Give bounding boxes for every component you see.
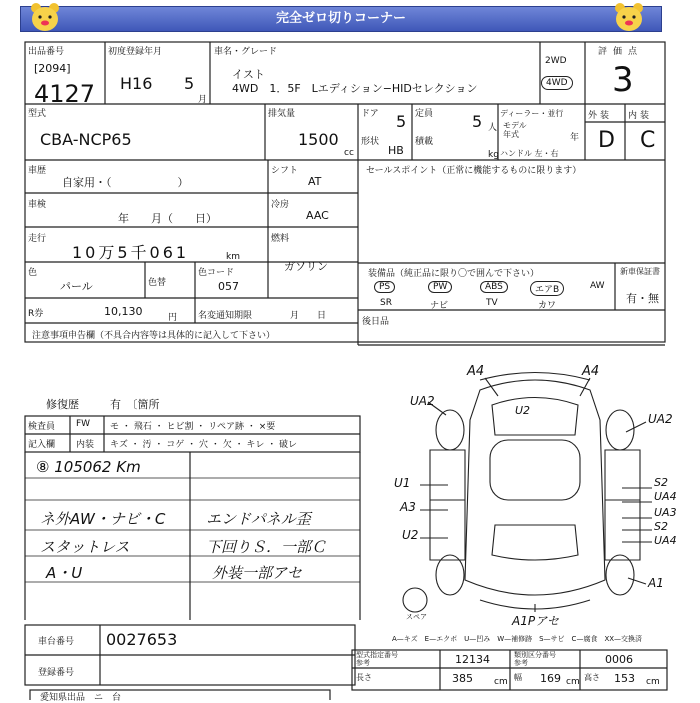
capacity-label: 定員 — [415, 109, 434, 119]
equip-ps: PS — [374, 281, 395, 293]
km-unit: km — [226, 252, 240, 262]
spec-value: 12134 — [455, 653, 490, 666]
handle-label: ハンドル 左・右 — [500, 149, 559, 158]
equip-aw: AW — [590, 281, 605, 291]
type-value: CBA-NCP65 — [40, 130, 132, 149]
displacement-value: 1500 — [298, 130, 339, 149]
model-name: イスト — [232, 68, 265, 81]
int-options: キズ ・ 汚 ・ コゲ ・ 穴 ・ 欠 ・ キレ ・ 破レ — [110, 440, 298, 450]
kg-unit: kg — [488, 150, 499, 160]
note-underside: 下回りＳ．一部Ｃ — [206, 538, 327, 556]
int-grade: C — [640, 128, 656, 153]
entry-label: 記入欄 — [28, 440, 56, 450]
name-change-value: 月 日 — [290, 311, 327, 321]
diag-a4-left: A4 — [467, 364, 485, 379]
drive-4wd: 4WD — [541, 76, 573, 90]
ac-label: 冷房 — [271, 200, 290, 210]
length-label: 長さ — [356, 673, 372, 682]
diag-ua2-left: UA2 — [410, 394, 435, 408]
spec-label: 型式指定番号 参考 — [356, 651, 398, 667]
equip-pw: PW — [428, 281, 452, 293]
length-unit: cm — [494, 677, 508, 687]
car-windshield — [492, 398, 578, 436]
chassis-value: 0027653 — [106, 630, 178, 649]
equip-abs: ABS — [480, 281, 508, 293]
fuel-value: ガソリン — [284, 260, 328, 273]
capacity-unit: 人 — [488, 123, 498, 133]
history-value: 自家用・（ ） — [62, 176, 189, 189]
type-label: 型式 — [28, 109, 47, 119]
ac-value: AAC — [306, 209, 329, 222]
car-body-outline — [465, 380, 605, 595]
history-label: 車歴 — [28, 166, 47, 176]
wheel-rear-left — [436, 555, 464, 595]
after-label: 後日品 — [362, 317, 390, 327]
reg-label: 登録番号 — [38, 668, 75, 678]
eval-score: 3 — [612, 60, 634, 100]
inspector-label: 検査員 — [28, 422, 56, 432]
repair-label: 修復歴 — [46, 398, 79, 411]
color-code-label: 色コード — [198, 268, 235, 278]
lot-number: 4127 — [34, 80, 96, 108]
diag-spare-label: スペア — [406, 613, 427, 621]
color-label: 色 — [28, 268, 38, 278]
note-exterior: 外装一部アセ — [212, 564, 302, 582]
header-title: 完全ゼロ切りコーナー — [275, 11, 406, 26]
name-change-label: 名変通知期限 — [198, 311, 253, 321]
equip-tv: TV — [486, 298, 498, 308]
diag-ua2-right: UA2 — [648, 412, 673, 426]
shape-label: 形状 — [361, 137, 380, 147]
diag-ua4-a: UA4 — [654, 490, 677, 503]
ext-grade: D — [598, 128, 615, 153]
diag-ua3: UA3 — [654, 506, 677, 519]
door-label: ドア — [361, 109, 379, 119]
diag-a3: A3 — [400, 500, 416, 514]
displacement-label: 排気量 — [268, 109, 296, 119]
diag-u2-left: U2 — [402, 528, 419, 542]
car-left-side — [430, 450, 465, 560]
diag-ua4-b: UA4 — [654, 534, 677, 547]
note-mileage: ⑧ 105062 Km — [36, 458, 141, 476]
drive-2wd: 2WD — [545, 56, 567, 66]
first-reg-label: 初度登録年月 — [108, 47, 163, 57]
note-studless: スタットレス — [40, 538, 130, 556]
fuel-label: 燃料 — [271, 234, 290, 244]
car-roof — [490, 440, 580, 500]
color-change-label: 色替 — [148, 278, 167, 288]
equip-leather: カワ — [538, 301, 557, 311]
model-year-label: モデル 年式 — [503, 121, 527, 139]
note-end-panel: エンドパネル歪 — [206, 510, 311, 528]
width-value: 169 — [540, 672, 561, 685]
new-warranty-value: 有・無 — [626, 292, 659, 305]
r-unit: 円 — [168, 313, 178, 323]
year-unit: 年 — [570, 133, 580, 143]
dealer-label: ディーラー・並行 — [500, 109, 564, 118]
mileage-label: 走行 — [28, 234, 47, 244]
diag-s2-b: S2 — [654, 520, 668, 533]
r-label: R券 — [28, 309, 44, 319]
car-right-side — [605, 450, 640, 560]
model-label: 車名・グレード — [214, 47, 278, 57]
height-label: 高さ — [584, 673, 600, 682]
door-value: 5 — [396, 112, 407, 131]
color-code-value: 057 — [218, 280, 239, 293]
diag-u1: U1 — [394, 476, 411, 490]
cc-unit: cc — [344, 148, 354, 158]
diag-s2: S2 — [654, 476, 668, 489]
shift-value: AT — [308, 175, 322, 188]
lot-label: 出品番号 — [28, 47, 65, 57]
ext-options: モ ・ 飛石 ・ ヒビ割 ・ リペア跡 ・ ×要 — [110, 422, 276, 432]
spare-tire — [403, 588, 427, 612]
width-label: 幅 — [514, 673, 522, 682]
length-value: 385 — [452, 672, 473, 685]
diag-bottom-note: A1Pアセ — [512, 614, 559, 628]
note-au: A・U — [46, 564, 83, 582]
first-reg-month: 5 — [184, 74, 195, 93]
new-warranty-label: 新車保証書 — [620, 267, 660, 276]
damage-legend: A—キズ E—エクボ U—凹み W—補修跡 S—サビ C—腐食 XX—交換済 — [392, 635, 643, 643]
class-label: 類別区分番号 参考 — [514, 651, 556, 667]
front-bumper — [480, 373, 590, 381]
height-unit: cm — [646, 677, 660, 687]
repair-value: 有 〔箇所 — [110, 398, 160, 411]
month-unit: 月 — [198, 95, 208, 105]
mileage-value: 10万5千061 — [72, 243, 190, 262]
wheel-rear-right — [606, 555, 634, 595]
model-grade: 4WD 1．5F Lエディション−HIDセレクション — [232, 82, 478, 95]
r-value: 10,130 — [104, 305, 143, 318]
notes-label: 注意事項申告欄（不具合内容等は具体的に記入して下さい） — [32, 331, 276, 341]
equip-airbag: エアB — [530, 281, 564, 296]
int-options-label: 内装 — [76, 440, 95, 450]
eval-label: 評価点 — [598, 47, 644, 57]
fw-label: FW — [76, 419, 91, 429]
first-reg-year: H16 — [120, 74, 153, 93]
car-diagram — [390, 360, 690, 630]
sales-point-label: セールスポイント（正常に機能するものに限ります） — [366, 166, 582, 176]
width-unit: cm — [566, 677, 580, 687]
chassis-label: 車台番号 — [38, 637, 75, 647]
class-value: 0006 — [605, 653, 633, 666]
note-equipment: ネ外AW・ナビ・C — [40, 510, 166, 528]
int-label: 内装 — [628, 111, 653, 121]
diag-u2-top: U2 — [515, 404, 531, 417]
equip-sr: SR — [380, 298, 392, 308]
height-value: 153 — [614, 672, 635, 685]
load-label: 積載 — [415, 137, 434, 147]
ext-label: 外装 — [588, 111, 613, 121]
lot-sub: [2094] — [34, 62, 71, 75]
capacity-value: 5 — [472, 112, 483, 131]
shift-label: シフト — [271, 166, 299, 176]
car-rear-window — [492, 525, 578, 560]
inspection-value: 年 月（ 日） — [118, 212, 217, 225]
diag-a1: A1 — [648, 576, 664, 590]
inspection-label: 車検 — [28, 200, 47, 210]
equip-navi: ナビ — [430, 301, 449, 311]
color-value: パール — [60, 280, 93, 293]
equip-label: 装備品（純正品に限り〇で囲んで下さい） — [368, 269, 540, 279]
diag-a4-right: A4 — [582, 364, 600, 379]
shape-value: HB — [388, 144, 404, 157]
footer-text: 愛知県出品 ニ 台 — [40, 693, 122, 703]
wheel-front-left — [436, 410, 464, 450]
